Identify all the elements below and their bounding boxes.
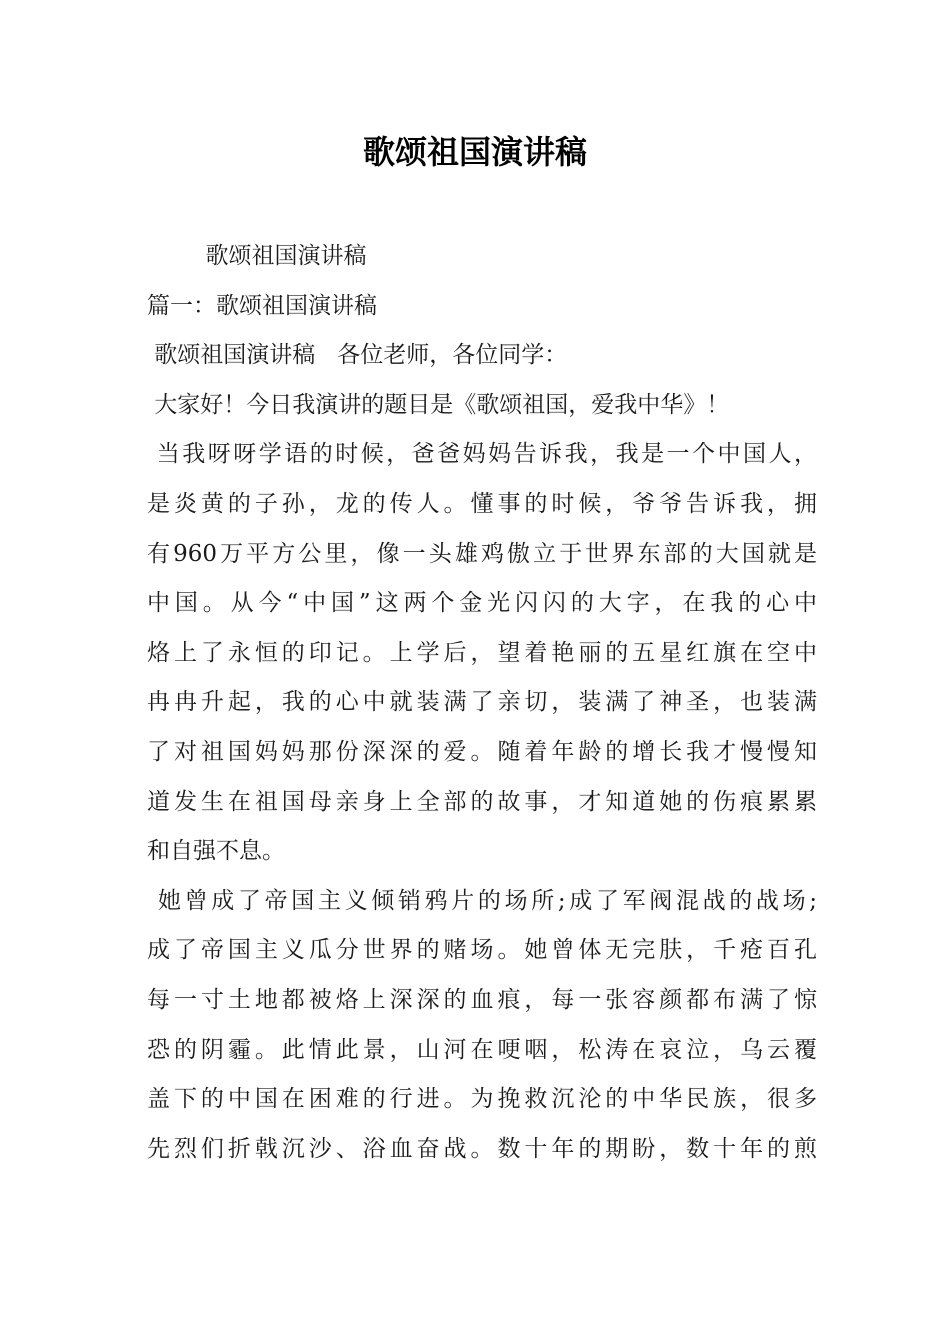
text-line: 是炎黄的子孙，龙的传人。懂事的时候，爷爷告诉我，拥 [147,490,817,517]
text-line: 歌颂祖国演讲稿 [147,243,367,269]
text-line: 她曾成了帝国主义倾销鸦片的场所;成了军阀混战的战场; [147,887,817,914]
text-line: 歌颂祖国演讲稿 各位老师，各位同学： [147,342,568,369]
document-title: 歌颂祖国演讲稿 [362,133,587,171]
text-line: 先烈们折戟沉沙、浴血奋战。数十年的期盼，数十年的煎 [147,1135,817,1162]
document-body [147,232,817,1174]
text-line: 恐的阴霾。此情此景，山河在哽咽，松涛在哀泣，乌云覆 [147,1036,817,1063]
text-line: 大家好！今日我演讲的题目是《歌颂祖国，爱我中华》！ [147,391,730,418]
text-line: 有960万平方公里，像一头雄鸡傲立于世界东部的大国就是 [147,540,817,567]
text-line: 当我呀呀学语的时候，爸爸妈妈告诉我，我是一个中国人， [147,441,817,468]
text-line: 成了帝国主义瓜分世界的赌场。她曾体无完肤，千疮百孔 [147,937,817,964]
text-line: 盖下的中国在困难的行进。为挽救沉沦的中华民族，很多 [147,1086,817,1113]
text-line: 道发生在祖国母亲身上全部的故事，才知道她的伤痕累累 [147,788,817,815]
text-line: 冉冉升起，我的心中就装满了亲切，装满了神圣，也装满 [147,689,817,716]
text-line: 了对祖国妈妈那份深深的爱。随着年龄的增长我才慢慢知 [147,738,817,765]
text-line: 每一寸土地都被烙上深深的血痕，每一张容颜都布满了惊 [147,986,817,1013]
text-line: 和自强不息。 [147,838,285,865]
text-line: 篇一：歌颂祖国演讲稿 [147,292,377,319]
text-line: 中国。从今“中国”这两个金光闪闪的大字，在我的心中 [147,590,817,617]
text-line: 烙上了永恒的印记。上学后，望着艳丽的五星红旗在空中 [147,639,817,666]
